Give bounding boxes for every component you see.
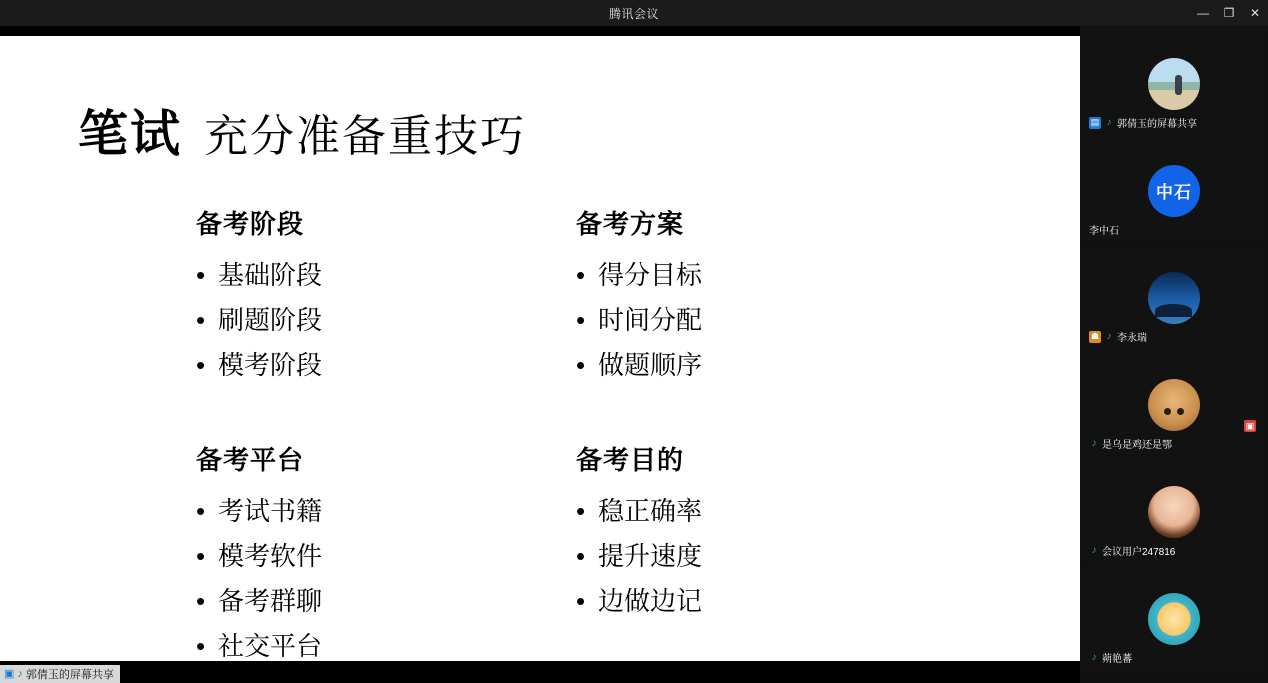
bullet-item xyxy=(196,253,386,298)
bullet-dot: • xyxy=(196,586,206,616)
participant-tile[interactable] xyxy=(1086,248,1262,347)
bullet-text: 时间分配 xyxy=(598,305,703,335)
minimize-button[interactable]: — xyxy=(1197,6,1209,20)
bullet-text: 边做边记 xyxy=(598,586,703,616)
bullet-dot: • xyxy=(576,496,586,526)
avatar xyxy=(1148,58,1200,110)
bottom-status-bar xyxy=(0,661,1080,683)
avatar xyxy=(1148,272,1200,324)
bullet-dot: • xyxy=(576,586,586,616)
slide-title-sub: 充分准备重技巧 xyxy=(204,112,526,161)
screen-share-icon: ▣ xyxy=(4,667,15,680)
bullet-text: 基础阶段 xyxy=(218,260,323,290)
microphone-icon: ♪ xyxy=(1091,438,1097,449)
bullet-item xyxy=(576,253,766,298)
bullet-item xyxy=(196,489,386,534)
bullet-dot: • xyxy=(196,350,206,380)
bullet-dot: • xyxy=(576,260,586,290)
block-heading: 备考平台 xyxy=(196,445,305,475)
presentation-slide xyxy=(0,36,1080,661)
bullet-item xyxy=(196,579,386,624)
slide-title xyxy=(78,94,526,166)
bullet-dot: • xyxy=(576,541,586,571)
bullet-item xyxy=(196,298,386,343)
slide-title-main: 笔试 xyxy=(78,106,182,162)
slide-columns xyxy=(196,204,896,661)
participant-tile[interactable] xyxy=(1086,462,1262,561)
bullet-text: 提升速度 xyxy=(598,541,703,571)
participant-name: 李永瑞 xyxy=(1117,333,1147,344)
bullet-item xyxy=(196,343,386,388)
bullet-text: 备考群聊 xyxy=(218,586,323,616)
avatar: 中石 xyxy=(1148,165,1200,217)
bullet-item xyxy=(576,343,766,388)
participant-name: 郭倩玉的屏幕共享 xyxy=(1117,119,1197,130)
screen-share-icon: ▤ xyxy=(1090,117,1100,127)
participant-tile[interactable] xyxy=(1086,34,1262,133)
participant-name: 是乌是鸡还是鄂 xyxy=(1102,440,1172,451)
bullet-text: 刷题阶段 xyxy=(218,305,323,335)
close-button[interactable]: ✕ xyxy=(1249,6,1261,20)
bullet-text: 模考软件 xyxy=(218,541,323,571)
microphone-icon: ♪ xyxy=(17,667,23,680)
participant-name: 会议用户247816 xyxy=(1102,547,1176,558)
participant-name: 蒴艳蕃 xyxy=(1102,654,1132,665)
bullet-dot: • xyxy=(196,541,206,571)
block-heading: 备考阶段 xyxy=(196,209,305,239)
microphone-icon: ♪ xyxy=(1091,652,1097,663)
bullet-text: 稳正确率 xyxy=(598,496,703,526)
bullet-item xyxy=(576,579,766,624)
block-heading: 备考方案 xyxy=(576,209,685,239)
bullet-dot: • xyxy=(196,305,206,335)
bullet-item xyxy=(576,489,766,534)
bullet-item xyxy=(196,624,386,661)
window-controls xyxy=(1190,0,1268,26)
shared-screen-area[interactable] xyxy=(0,36,1080,661)
participant-label xyxy=(1089,329,1147,344)
bullet-item xyxy=(196,534,386,579)
participant-label xyxy=(1089,436,1172,451)
avatar xyxy=(1148,486,1200,538)
participant-label xyxy=(1089,115,1197,130)
bullet-item xyxy=(576,298,766,343)
microphone-icon: ♪ xyxy=(1106,331,1112,342)
red-flag-icon: ▣ xyxy=(1245,420,1255,431)
share-top-strip xyxy=(0,26,1080,36)
slide-column-right xyxy=(576,204,766,661)
bullet-dot: • xyxy=(576,350,586,380)
maximize-button[interactable]: ❐ xyxy=(1223,6,1235,20)
participant-tile[interactable] xyxy=(1086,141,1262,240)
bullet-text: 考试书籍 xyxy=(218,496,323,526)
block-heading: 备考目的 xyxy=(576,445,685,475)
participant-label xyxy=(1089,650,1132,665)
participant-label xyxy=(1089,222,1119,237)
slide-block xyxy=(196,204,386,388)
bullet-text: 模考阶段 xyxy=(218,350,323,380)
bullet-dot: • xyxy=(576,305,586,335)
slide-column-left xyxy=(196,204,386,661)
participant-tile[interactable] xyxy=(1086,355,1262,454)
slide-block xyxy=(196,440,386,661)
bullet-dot: • xyxy=(196,496,206,526)
microphone-icon: ♪ xyxy=(1106,117,1112,128)
bullet-text: 做题顺序 xyxy=(598,350,703,380)
host-icon: ☗ xyxy=(1090,331,1100,341)
participant-tile[interactable] xyxy=(1086,569,1262,668)
bullet-item xyxy=(576,534,766,579)
avatar xyxy=(1148,593,1200,645)
slide-block xyxy=(576,204,766,388)
bullet-dot: • xyxy=(196,631,206,661)
participant-name: 李中石 xyxy=(1089,226,1119,237)
window-title: 腾讯会议 xyxy=(608,6,659,21)
title-bar xyxy=(0,0,1268,26)
screen-share-indicator[interactable] xyxy=(0,665,120,683)
slide-block xyxy=(576,440,766,624)
microphone-icon: ♪ xyxy=(1091,545,1097,556)
participant-rail[interactable] xyxy=(1080,26,1268,683)
bullet-text: 得分目标 xyxy=(598,260,703,290)
participant-label xyxy=(1089,543,1175,558)
avatar xyxy=(1148,379,1200,431)
screen-share-label: 郭倩玉的屏幕共享 xyxy=(25,669,114,681)
bullet-text: 社交平台 xyxy=(218,631,323,661)
bullet-dot: • xyxy=(196,260,206,290)
